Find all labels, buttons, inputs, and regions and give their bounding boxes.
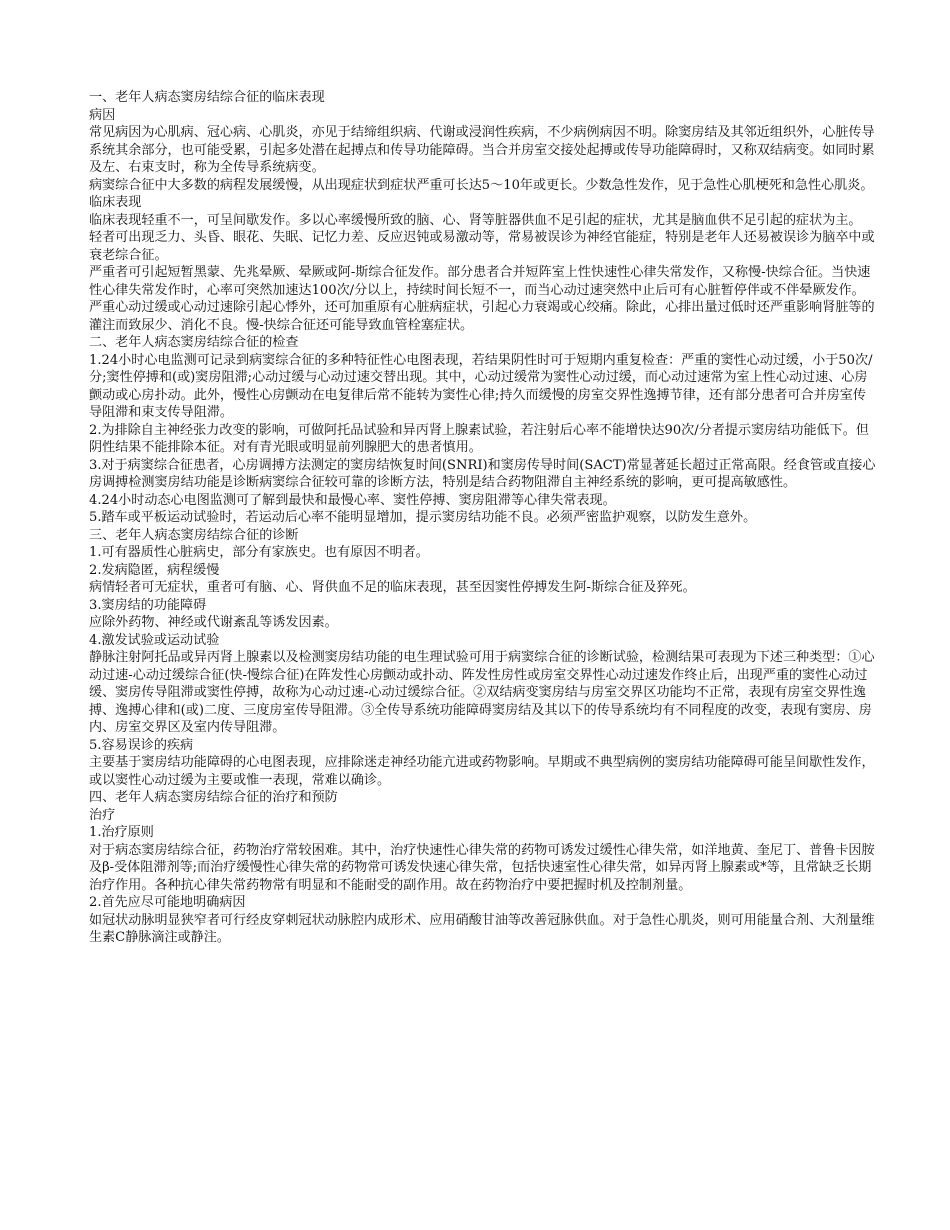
section-heading-diagnosis: 三、老年人病态窦房结综合征的诊断 — [89, 527, 299, 543]
list-item: 5.容易误诊的疾病 — [89, 737, 194, 753]
document-body — [89, 89, 879, 947]
paragraph: 对于病态窦房结综合征，药物治疗常较困难。其中，治疗快速性心律失常的药物可诱发过缓性心律失常，如洋地黄、奎尼丁、普鲁卡因胺及β-受体阻滞剂等;而治疗缓慢性心律失常的药物常可诱发快速心律失常，包括快速室性心律失常，如异丙肾上腺素或*等，且常缺乏长期治疗作用。各种抗心律失常药物常有明显和不能耐受的副作用。故在药物治疗中要把握时机及控制剂量。 — [89, 842, 875, 893]
list-item: 4.24小时动态心电图监测可了解到最快和最慢心率、窦性停搏、窦房阻滞等心律失常表现。 — [89, 492, 616, 508]
paragraph: 常见病因为心肌病、冠心病、心肌炎，亦见于结缔组织病、代谢或浸润性疾病，不少病例病因不明。除窦房结及其邻近组织外，心脏传导系统其余部分，也可能受累，引起多处潜在起搏点和传导功能障碍。当合并房室交接处起搏或传导功能障碍时，又称双结病变。如同时累及左、右束支时，称为全传导系统病变。 — [89, 125, 875, 175]
list-item: 2.为排除自主神经张力改变的影响，可做阿托品试验和异丙肾上腺素试验，若注射后心率不能增快达90次/分者提示窦房结功能低下。但阴性结果不能排除本征。对有青光眼或明显前列腺肥大的患者慎用。 — [89, 422, 869, 455]
list-item: 1.24小时心电监测可记录到病窦综合征的多种特征性心电图表现，若结果阴性时可于短期内重复检查：严重的窦性心动过缓，小于50次/分;窦性停搏和(或)窦房阻滞;心动过缓与心动过速交替出现。其中，心动过缓常为窦性心动过缓，而心动过速常为室上性心动过速、心房颤动或心房扑动。此外，慢性心房颤动在电复律后常不能转为窦性心律;持久而缓慢的房室交界性逸搏节律，还有部分患者可合并房室传导阻滞和束支传导阻滞。 — [89, 352, 873, 420]
section-heading-treatment: 四、老年人病态窦房结综合征的治疗和预防 — [89, 790, 338, 805]
list-item: 1.可有器质性心脏病史，部分有家族史。也有原因不明者。 — [89, 545, 429, 560]
paragraph: 严重心动过缓或心动过速除引起心悸外，还可加重原有心脏病症状，引起心力衰竭或心绞痛。除此，心排出量过低时还严重影响肾脏等的灌注而致尿少、消化不良。慢-快综合征还可能导致血管栓塞症状。 — [89, 300, 875, 333]
paragraph: 轻者可出现乏力、头昏、眼花、失眠、记忆力差、反应迟钝或易激动等，常易被误诊为神经官能症，特别是老年人还易被误诊为脑卒中或衰老综合征。 — [89, 230, 875, 263]
subheading-manifestation: 临床表现 — [89, 195, 142, 210]
paragraph: 主要基于窦房结功能障碍的心电图表现，应排除迷走神经功能亢进或药物影响。早期或不典型病例的窦房结功能障碍可能呈间歇性发作，或以窦性心动过缓为主要或惟一表现，常难以确诊。 — [89, 755, 875, 788]
list-item: 3.窦房结的功能障碍 — [89, 597, 207, 613]
section-heading-clinical: 一、老年人病态窦房结综合征的临床表现 — [89, 90, 325, 105]
paragraph: 病情轻者可无症状，重者可有脑、心、肾供血不足的临床表现，甚至因窦性停搏发生阿-斯综合征及猝死。 — [89, 580, 696, 595]
list-item: 3.对于病窦综合征患者，心房调搏方法测定的窦房结恢复时间(SNRI)和窦房传导时间(SACT)常显著延长超过正常高限。经食管或直接心房调搏检测窦房结功能是诊断病窦综合征较可靠的诊断方法，特别是结合药物阻滞自主神经系统的影响，更可提高敏感性。 — [89, 457, 876, 490]
subheading-etiology: 病因 — [89, 107, 116, 123]
list-item: 2.发病隐匿，病程缓慢 — [89, 562, 220, 578]
list-item: 2.首先应尽可能地明确病因 — [89, 895, 246, 910]
paragraph: 如冠状动脉明显狭窄者可行经皮穿刺冠状动脉腔内成形术、应用硝酸甘油等改善冠脉供血。对于急性心肌炎，则可用能量合剂、大剂量维生素C静脉滴注或静注。 — [89, 912, 875, 945]
paragraph: 静脉注射阿托品或异丙肾上腺素以及检测窦房结功能的电生理试验可用于病窦综合征的诊断试验，检测结果可表现为下述三种类型：①心动过速-心动过缓综合征(快-慢综合征)在阵发性心房颤动或扑动、阵发性房性或房室交界性心动过速发作终止后，出现严重的窦性心动过缓、窦房传导阻滞或窦性停搏，故称为心动过速-心动过缓综合征。②双结病变窦房结与房室交界区功能均不正常，表现有房室交界性逸搏、逸搏心律和(或)二度、三度房室传导阻滞。③全传导系统功能障碍窦房结及其以下的传导系统均有不同程度的改变，表现有窦房、房内、房室交界区及室内传导阻滞。 — [89, 650, 875, 735]
section-heading-examination: 二、老年人病态窦房结综合征的检查 — [89, 335, 299, 350]
paragraph: 临床表现轻重不一，可呈间歇发作。多以心率缓慢所致的脑、心、肾等脏器供血不足引起的症状，尤其是脑血供不足引起的症状为主。 — [89, 212, 862, 228]
list-item: 4.激发试验或运动试验 — [89, 632, 220, 648]
list-item: 1.治疗原则 — [89, 825, 154, 840]
paragraph: 病窦综合征中大多数的病程发展缓慢，从出现症状到症状严重可长达5～10年或更长。少数急性发作，见于急性心肌梗死和急性心肌炎。 — [89, 177, 874, 193]
paragraph: 严重者可引起短暂黑蒙、先兆晕厥、晕厥或阿-斯综合征发作。部分患者合并短阵室上性快速性心律失常发作，又称慢-快综合征。当快速性心律失常发作时，心率可突然加速达100次/分以上，持续时间长短不一，而当心动过速突然中止后可有心脏暂停伴或不伴晕厥发作。 — [89, 265, 871, 298]
list-item: 5.踏车或平板运动试验时，若运动后心率不能明显增加，提示窦房结功能不良。必须严密监护观察，以防发生意外。 — [89, 510, 757, 525]
subheading-treatment: 治疗 — [89, 807, 116, 823]
paragraph: 应除外药物、神经或代谢紊乱等诱发因素。 — [89, 615, 338, 630]
